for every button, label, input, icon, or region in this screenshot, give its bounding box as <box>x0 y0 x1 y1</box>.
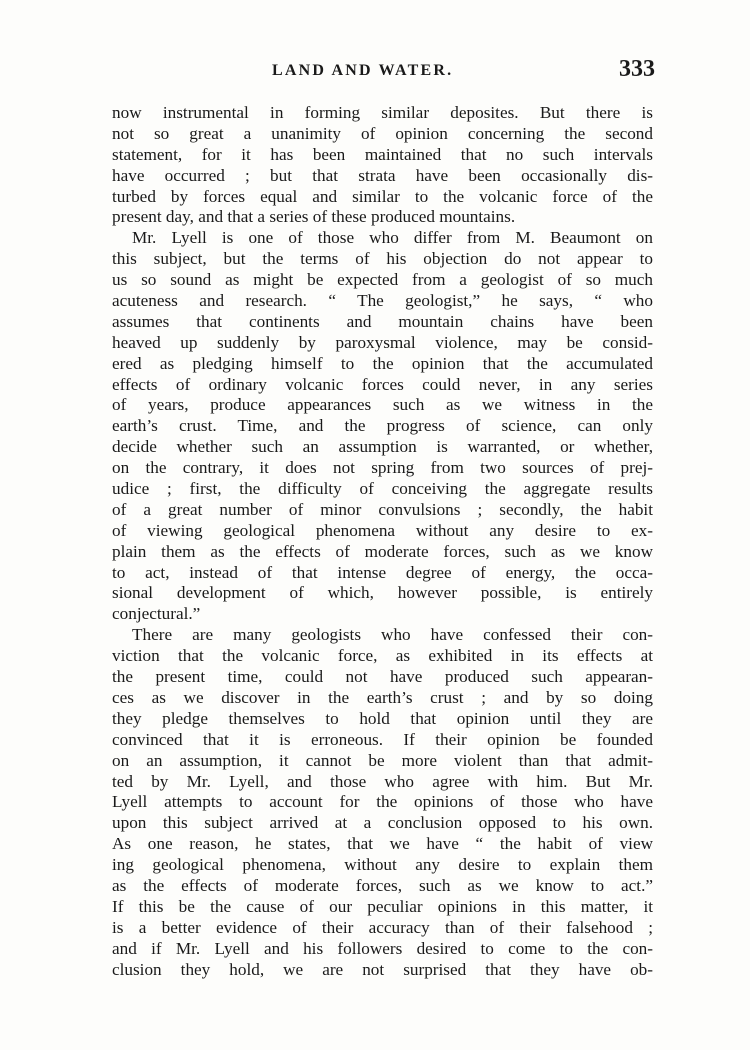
text-line: As one reason, he states, that we have “ the habit of view <box>112 834 653 854</box>
text-line: have occurred ; but that strata have been occasionally dis- <box>112 165 653 185</box>
text-line: Mr. Lyell is one of those who differ from M. Beaumont on <box>132 228 653 248</box>
text-line: ered as pledging himself to the opinion that the accumulated <box>112 353 653 373</box>
text-line: heaved up suddenly by paroxysmal violence, may be consid- <box>112 332 653 352</box>
text-line: earth’s crust. Time, and the progress of science, can only <box>112 416 653 436</box>
text-line: as the effects of moderate forces, such as we know to act.” <box>112 875 653 895</box>
text-line: us so sound as might be expected from a geologist of so much <box>112 270 653 290</box>
text-line: ted by Mr. Lyell, and those who agree with him. But Mr. <box>112 771 653 791</box>
text-line: present day, and that a series of these produced mountains. <box>112 207 516 227</box>
text-line: decide whether such an assumption is warranted, or whether, <box>112 437 653 457</box>
text-line: ing geological phenomena, without any desire to explain them <box>112 855 653 875</box>
text-line: is a better evidence of their accuracy than of their falsehood ; <box>112 917 653 937</box>
text-line: turbed by forces equal and similar to the volcanic force of the <box>112 186 653 206</box>
text-line: of viewing geological phenomena without any desire to ex- <box>112 520 653 540</box>
text-line: ces as we discover in the earth’s crust ; and by so doing <box>112 687 653 707</box>
text-line: assumes that continents and mountain chains have been <box>112 311 653 331</box>
page-header <box>110 56 655 86</box>
text-line: of a great number of minor convulsions ; secondly, the habit <box>112 499 653 519</box>
page-number: 333 <box>619 56 655 82</box>
text-line: viction that the volcanic force, as exhibited in its effects at <box>112 646 653 666</box>
text-line: plain them as the effects of moderate forces, such as we know <box>112 541 653 561</box>
text-line: of years, produce appearances such as we witness in the <box>112 395 653 415</box>
text-line: udice ; first, the difficulty of conceiving the aggregate results <box>112 479 653 499</box>
text-line: clusion they hold, we are not surprised that they have ob- <box>112 959 653 979</box>
text-line: convinced that it is erroneous. If their opinion be founded <box>112 729 653 749</box>
text-line: now instrumental in forming similar deposites. But there is <box>112 103 653 122</box>
text-line: There are many geologists who have confessed their con- <box>132 625 653 645</box>
text-line: If this be the cause of our peculiar opinions in this matter, it <box>112 896 653 916</box>
running-head: LAND AND WATER. <box>272 62 454 79</box>
text-line: upon this subject arrived at a conclusion opposed to his own. <box>112 813 653 833</box>
text-line: and if Mr. Lyell and his followers desired to come to the con- <box>112 938 653 958</box>
text-line: the present time, could not have produced such appearan- <box>112 667 653 687</box>
body-text <box>112 103 653 980</box>
text-line: Lyell attempts to account for the opinions of those who have <box>112 792 653 812</box>
text-line: on an assumption, it cannot be more violent than that admit- <box>112 750 653 770</box>
text-line: acuteness and research. “ The geologist,” he says, “ who <box>112 291 653 311</box>
text-line: sional development of which, however possible, is entirely <box>112 583 653 603</box>
text-line: they pledge themselves to hold that opinion until they are <box>112 708 653 728</box>
text-line: to act, instead of that intense degree of energy, the occa- <box>112 562 653 582</box>
text-line: this subject, but the terms of his objection do not appear to <box>112 249 653 269</box>
text-line: conjectural.” <box>112 604 201 624</box>
text-line: on the contrary, it does not spring from two sources of prej- <box>112 458 653 478</box>
text-line: not so great a unanimity of opinion concerning the second <box>112 123 653 143</box>
text-line: effects of ordinary volcanic forces could never, in any series <box>112 374 653 394</box>
text-line: statement, for it has been maintained that no such intervals <box>112 144 653 164</box>
